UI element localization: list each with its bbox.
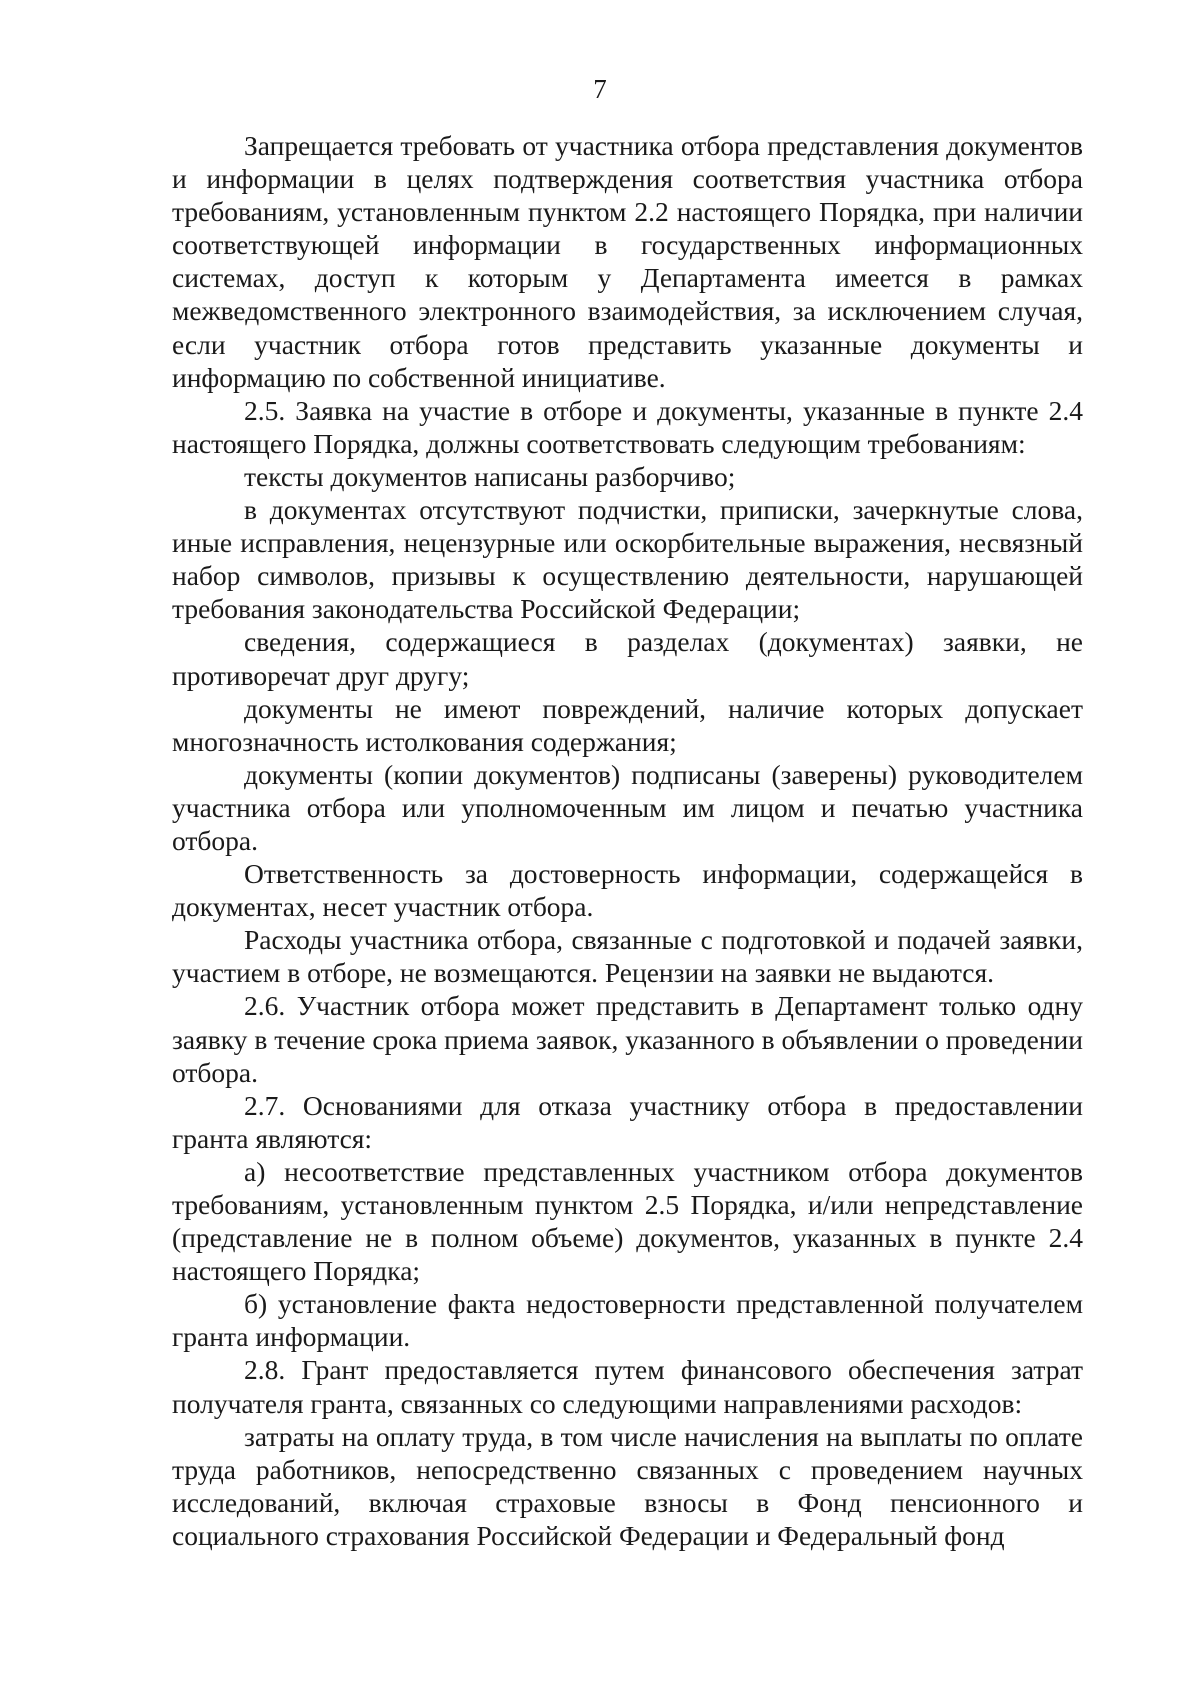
paragraph-no-damage: документы не имеют повреждений, наличие которых допускает многозначность истолкования содержания; [172, 692, 1083, 757]
paragraph-2-7-b: б) установление факта недостоверности представленной получателем гранта информации. [172, 1288, 1083, 1353]
paragraph-2-5: 2.5. Заявка на участие в отборе и документы, указанные в пункте 2.4 настоящего Порядка, должны соответствовать следующим требованиям: [172, 394, 1083, 459]
paragraph-labor-costs: затраты на оплату труда, в том числе начисления на выплаты по оплате труда работников, непосредственно связанных с проведением научных исследований, включая страховые взносы в Фонд пенсионного и социального страхования Российской Федерации и Федеральный фонд [172, 1420, 1083, 1551]
paragraph-2-7-a: а) несоответствие представленных участником отбора документов требованиям, установленным пунктом 2.5 Порядка, и/или непредставление (представление не в полном объеме) документов, указанных в пункте 2.4 настоящего Порядка; [172, 1155, 1083, 1287]
paragraph-2-6: 2.6. Участник отбора может представить в Департамент только одну заявку в течение срока приема заявок, указанного в объявлении о проведении отбора. [172, 990, 1083, 1088]
paragraph-legible-texts: тексты документов написаны разборчиво; [244, 460, 736, 492]
paragraph-signed-documents: документы (копии документов) подписаны (заверены) руководителем участника отбора или уполномоченным им лицом и печатью участника отбора. [172, 758, 1083, 856]
document-body [172, 129, 1083, 1552]
paragraph-expenses: Расходы участника отбора, связанные с подготовкой и подачей заявки, участием в отборе, не возмещаются. Рецензии на заявки не выдаются. [172, 924, 1083, 989]
page-number: 7 [593, 74, 607, 104]
paragraph-2-8: 2.8. Грант предоставляется путем финансового обеспечения затрат получателя гранта, связанных со следующими направлениями расходов: [172, 1354, 1083, 1419]
paragraph-responsibility: Ответственность за достоверность информации, содержащейся в документах, несет участник отбора. [172, 858, 1083, 923]
paragraph-restriction: Запрещается требовать от участника отбора представления документов и информации в целях подтверждения соответствия участника отбора требованиям, установленным пунктом 2.2 настоящего Порядка, при наличии соответствующей информации в государственных информационных системах, доступ к которым у Департамента имеется в рамках межведомственного электронного взаимодействия, за исключением случая, если участник отбора готов представить указанные документы и информацию по собственной инициативе. [172, 130, 1083, 393]
paragraph-no-contradictions: сведения, содержащиеся в разделах (документах) заявки, не противоречат друг другу; [172, 626, 1083, 691]
paragraph-2-7: 2.7. Основаниями для отказа участнику отбора в предоставлении гранта являются: [172, 1089, 1083, 1154]
paragraph-no-corrections: в документах отсутствуют подчистки, приписки, зачеркнутые слова, иные исправления, нецензурные или оскорбительные выражения, несвязный набор символов, призывы к осуществлению деятельности, нарушающей требования законодательства Российской Федерации; [172, 494, 1083, 625]
